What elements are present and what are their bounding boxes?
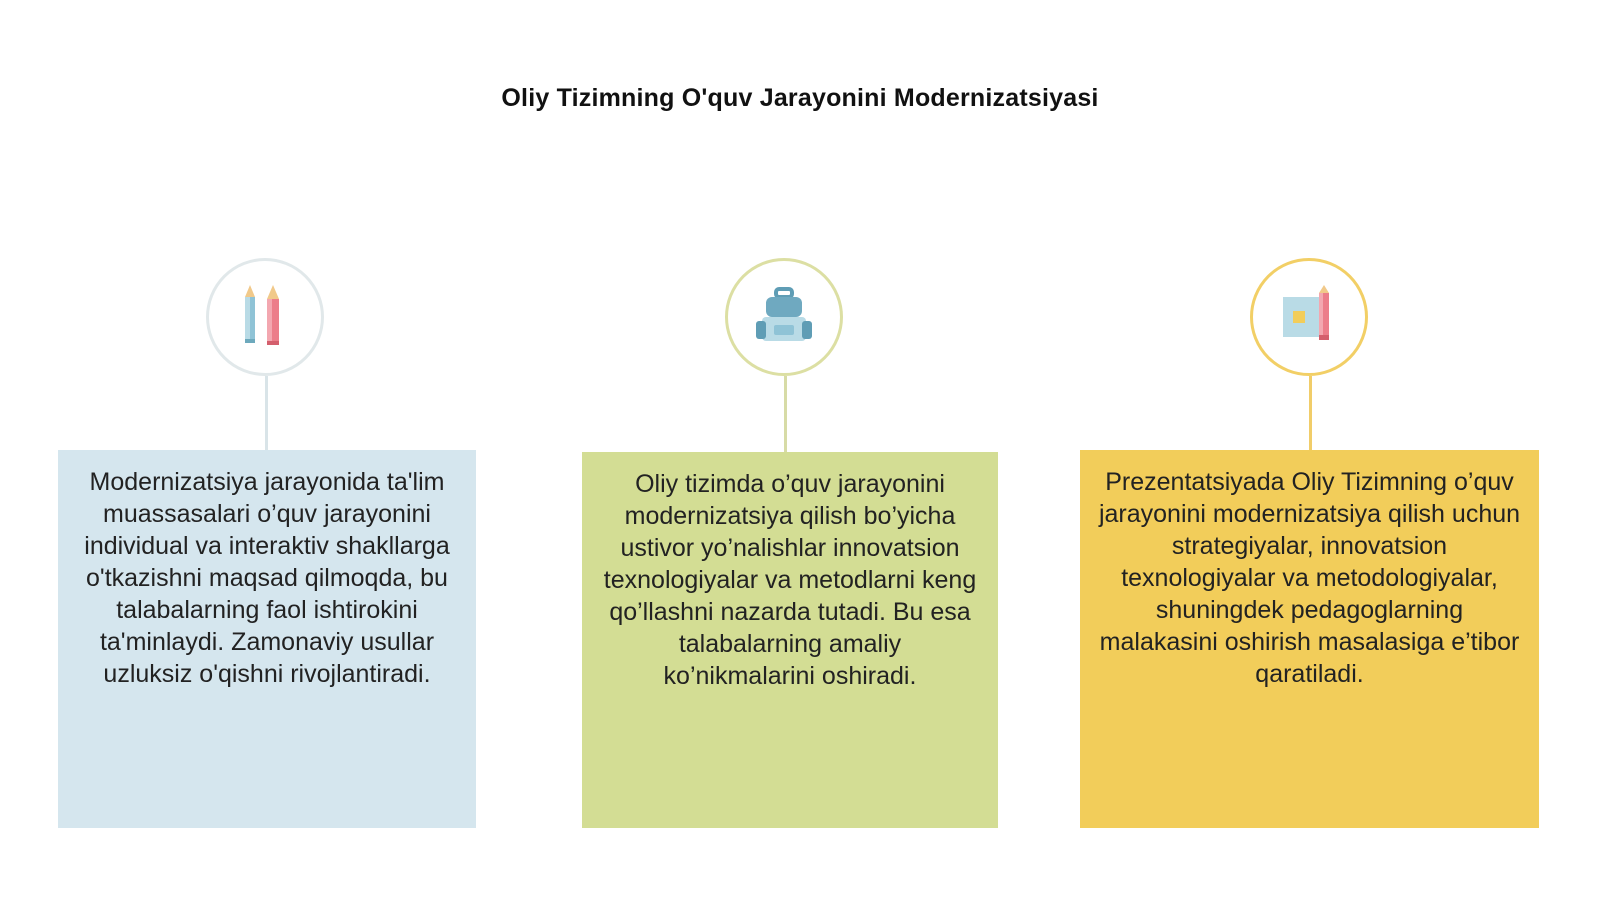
info-card-3: [1080, 450, 1539, 828]
page-title: Oliy Tizimning O'quv Jarayonini Modernizatsiyasi: [501, 84, 1099, 112]
icon-circle-1: [206, 258, 324, 376]
info-card-2: [582, 452, 998, 828]
backpack-icon: [752, 283, 816, 352]
card-text-3: Prezentatsiyada Oliy Tizimning o’quv jarayonini modernizatsiya qilish uchun strategiyalar, innovatsion texnologiyalar va metodologiyalar, shuningdek pedagoglarning malakasini oshirish masalasiga e’tibor qaratiladi.: [1098, 468, 1521, 688]
card-text-1: Modernizatsiya jarayonida ta'lim muassasalari o’quv jarayonini individual va interaktiv shakllarga o'tkazishni maqsad qilmoqda, bu talabalarning faol ishtirokini ta'minlaydi. Zamonaviy usullar uzluksiz o'qishni rivojlantiradi.: [84, 468, 450, 688]
connector-line-1: [265, 376, 268, 450]
info-card-1: [58, 450, 476, 828]
pencils-icon: [235, 283, 295, 352]
card-text-2: Oliy tizimda o’quv jarayonini modernizatsiya qilish bo’yicha ustivor yo’nalishlar innovatsion texnologiyalar va metodlarni keng qo’llashni nazarda tutadi. Bu esa talabalarning amaliy ko’nikmalarini oshiradi.: [603, 470, 977, 690]
connector-line-3: [1309, 376, 1312, 450]
connector-line-2: [784, 376, 787, 452]
icon-circle-3: [1250, 258, 1368, 376]
icon-circle-2: [725, 258, 843, 376]
notebook-pencil-icon: [1277, 283, 1341, 352]
